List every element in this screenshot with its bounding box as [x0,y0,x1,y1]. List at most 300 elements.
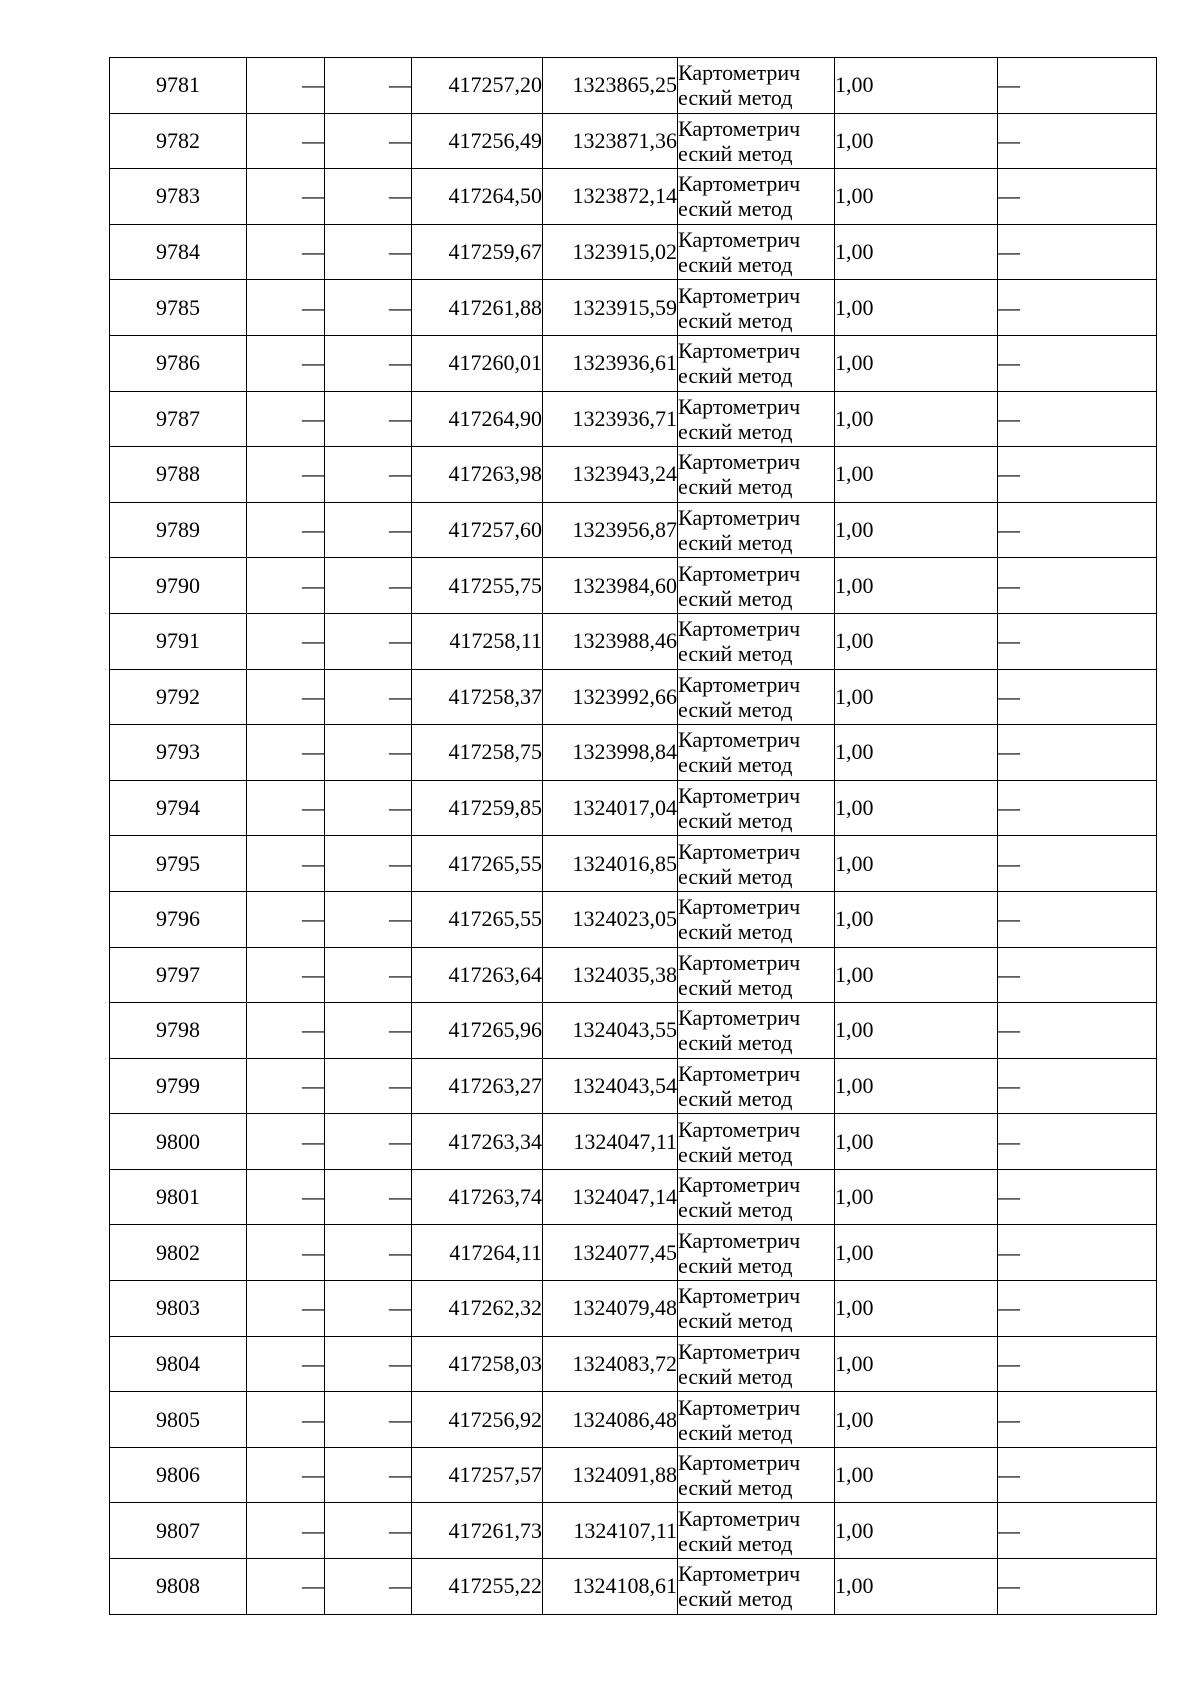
empty-dash-cell: — [325,1559,412,1615]
empty-dash-cell: — [325,947,412,1003]
accuracy-cell: 1,00 [835,1336,998,1392]
point-number-cell: 9789 [110,502,247,558]
empty-dash-cell: — [247,58,325,114]
empty-dash-cell: — [247,113,325,169]
empty-dash-cell: — [998,1336,1157,1392]
empty-dash-cell: — [998,836,1157,892]
empty-dash-cell: — [998,391,1157,447]
method-cell [678,725,835,781]
accuracy-cell: 1,00 [835,780,998,836]
x-coordinate-cell: 417263,74 [412,1169,543,1225]
table-row [110,669,1157,725]
method-line-2: еский метод [678,1252,793,1278]
method-line-1: Картометрич [678,1505,801,1531]
x-coordinate-cell: 417263,27 [412,1058,543,1114]
table-row [110,891,1157,947]
method-cell [678,613,835,669]
accuracy-cell: 1,00 [835,1058,998,1114]
method-cell [678,1336,835,1392]
method-line-1: Картометрич [678,1060,801,1086]
method-cell [678,1169,835,1225]
point-number-cell: 9799 [110,1058,247,1114]
x-coordinate-cell: 417259,67 [412,224,543,280]
empty-dash-cell: — [325,1336,412,1392]
point-number-cell: 9781 [110,58,247,114]
empty-dash-cell: — [998,780,1157,836]
method-cell [678,1114,835,1170]
method-line-1: Картометрич [678,60,801,86]
empty-dash-cell: — [325,447,412,503]
method-line-1: Картометрич [678,505,801,531]
point-number-cell: 9801 [110,1169,247,1225]
empty-dash-cell: — [998,169,1157,225]
point-number-cell: 9794 [110,780,247,836]
empty-dash-cell: — [998,669,1157,725]
point-number-cell: 9798 [110,1003,247,1059]
empty-dash-cell: — [247,280,325,336]
point-number-cell: 9783 [110,169,247,225]
empty-dash-cell: — [247,1003,325,1059]
empty-dash-cell: — [247,169,325,225]
empty-dash-cell: — [247,780,325,836]
method-line-2: еский метод [678,974,793,1000]
y-coordinate-cell: 1324107,11 [543,1503,678,1559]
method-line-2: еский метод [678,1419,793,1445]
y-coordinate-cell: 1324108,61 [543,1559,678,1615]
empty-dash-cell: — [325,1392,412,1448]
x-coordinate-cell: 417255,75 [412,558,543,614]
method-line-2: еский метод [678,752,793,778]
y-coordinate-cell: 1323956,87 [543,502,678,558]
empty-dash-cell: — [325,1225,412,1281]
point-number-cell: 9784 [110,224,247,280]
accuracy-cell: 1,00 [835,1559,998,1615]
method-line-1: Картометрич [678,171,801,197]
accuracy-cell: 1,00 [835,1225,998,1281]
x-coordinate-cell: 417258,11 [412,613,543,669]
empty-dash-cell: — [998,58,1157,114]
empty-dash-cell: — [325,1503,412,1559]
y-coordinate-cell: 1323872,14 [543,169,678,225]
method-line-2: еский метод [678,919,793,945]
x-coordinate-cell: 417260,01 [412,335,543,391]
method-line-1: Картометрич [678,449,801,475]
table-row [110,169,1157,225]
method-line-2: еский метод [678,808,793,834]
method-cell [678,1058,835,1114]
method-line-2: еский метод [678,1308,793,1334]
method-line-1: Картометрич [678,949,801,975]
accuracy-cell: 1,00 [835,613,998,669]
empty-dash-cell: — [247,391,325,447]
method-line-2: еский метод [678,1141,793,1167]
method-line-1: Картометрич [678,727,801,753]
empty-dash-cell: — [998,1225,1157,1281]
point-number-cell: 9808 [110,1559,247,1615]
point-number-cell: 9785 [110,280,247,336]
point-number-cell: 9807 [110,1503,247,1559]
empty-dash-cell: — [247,1058,325,1114]
empty-dash-cell: — [998,1058,1157,1114]
accuracy-cell: 1,00 [835,1392,998,1448]
table-row [110,224,1157,280]
empty-dash-cell: — [325,58,412,114]
x-coordinate-cell: 417264,90 [412,391,543,447]
point-number-cell: 9793 [110,725,247,781]
method-cell [678,502,835,558]
empty-dash-cell: — [247,1503,325,1559]
method-line-2: еский метод [678,252,793,278]
method-line-2: еский метод [678,1586,793,1612]
method-cell [678,1447,835,1503]
empty-dash-cell: — [998,947,1157,1003]
point-number-cell: 9796 [110,891,247,947]
method-line-1: Картометрич [678,1283,801,1309]
method-line-2: еский метод [678,307,793,333]
x-coordinate-cell: 417265,55 [412,891,543,947]
point-number-cell: 9795 [110,836,247,892]
y-coordinate-cell: 1324016,85 [543,836,678,892]
empty-dash-cell: — [998,1114,1157,1170]
method-line-1: Картометрич [678,838,801,864]
y-coordinate-cell: 1323984,60 [543,558,678,614]
method-cell [678,58,835,114]
empty-dash-cell: — [998,280,1157,336]
method-line-2: еский метод [678,196,793,222]
table-row [110,1281,1157,1337]
empty-dash-cell: — [247,1336,325,1392]
y-coordinate-cell: 1323915,59 [543,280,678,336]
empty-dash-cell: — [325,502,412,558]
empty-dash-cell: — [998,1281,1157,1337]
y-coordinate-cell: 1324047,14 [543,1169,678,1225]
table-row [110,780,1157,836]
y-coordinate-cell: 1324083,72 [543,1336,678,1392]
method-cell [678,669,835,725]
method-line-1: Картометрич [678,616,801,642]
y-coordinate-cell: 1323992,66 [543,669,678,725]
y-coordinate-cell: 1324091,88 [543,1447,678,1503]
table-row [110,335,1157,391]
y-coordinate-cell: 1323988,46 [543,613,678,669]
point-number-cell: 9791 [110,613,247,669]
method-cell [678,169,835,225]
method-line-2: еский метод [678,1475,793,1501]
accuracy-cell: 1,00 [835,836,998,892]
method-line-1: Картометрич [678,115,801,141]
empty-dash-cell: — [325,1447,412,1503]
empty-dash-cell: — [325,335,412,391]
accuracy-cell: 1,00 [835,891,998,947]
x-coordinate-cell: 417258,03 [412,1336,543,1392]
empty-dash-cell: — [247,891,325,947]
method-line-2: еский метод [678,474,793,500]
table-row [110,391,1157,447]
table-row [110,113,1157,169]
empty-dash-cell: — [325,391,412,447]
coordinates-table [109,57,1157,1615]
method-line-2: еский метод [678,1030,793,1056]
point-number-cell: 9806 [110,1447,247,1503]
y-coordinate-cell: 1323936,71 [543,391,678,447]
accuracy-cell: 1,00 [835,113,998,169]
empty-dash-cell: — [325,224,412,280]
y-coordinate-cell: 1323915,02 [543,224,678,280]
method-line-2: еский метод [678,1363,793,1389]
point-number-cell: 9788 [110,447,247,503]
table-row [110,836,1157,892]
point-number-cell: 9782 [110,113,247,169]
method-line-1: Картометрич [678,1338,801,1364]
point-number-cell: 9790 [110,558,247,614]
y-coordinate-cell: 1324035,38 [543,947,678,1003]
empty-dash-cell: — [247,947,325,1003]
y-coordinate-cell: 1323998,84 [543,725,678,781]
empty-dash-cell: — [998,224,1157,280]
method-line-1: Картометрич [678,671,801,697]
empty-dash-cell: — [247,1169,325,1225]
y-coordinate-cell: 1324086,48 [543,1392,678,1448]
empty-dash-cell: — [325,613,412,669]
empty-dash-cell: — [998,613,1157,669]
accuracy-cell: 1,00 [835,725,998,781]
empty-dash-cell: — [998,1169,1157,1225]
method-line-2: еский метод [678,863,793,889]
empty-dash-cell: — [247,1225,325,1281]
method-line-1: Картометрич [678,1394,801,1420]
method-cell [678,113,835,169]
y-coordinate-cell: 1324043,54 [543,1058,678,1114]
method-line-1: Картометрич [678,393,801,419]
empty-dash-cell: — [998,1447,1157,1503]
empty-dash-cell: — [247,836,325,892]
accuracy-cell: 1,00 [835,58,998,114]
y-coordinate-cell: 1323871,36 [543,113,678,169]
method-cell [678,1392,835,1448]
empty-dash-cell: — [998,502,1157,558]
method-line-1: Картометрич [678,1227,801,1253]
table-body [110,58,1157,1615]
table-row [110,1447,1157,1503]
empty-dash-cell: — [325,280,412,336]
x-coordinate-cell: 417255,22 [412,1559,543,1615]
x-coordinate-cell: 417264,50 [412,169,543,225]
x-coordinate-cell: 417265,96 [412,1003,543,1059]
method-line-2: еский метод [678,696,793,722]
empty-dash-cell: — [247,447,325,503]
y-coordinate-cell: 1323865,25 [543,58,678,114]
x-coordinate-cell: 417264,11 [412,1225,543,1281]
y-coordinate-cell: 1323943,24 [543,447,678,503]
empty-dash-cell: — [247,224,325,280]
x-coordinate-cell: 417257,20 [412,58,543,114]
empty-dash-cell: — [247,725,325,781]
point-number-cell: 9797 [110,947,247,1003]
empty-dash-cell: — [247,613,325,669]
method-line-1: Картометрич [678,1561,801,1587]
empty-dash-cell: — [998,335,1157,391]
method-line-1: Картометрич [678,1116,801,1142]
empty-dash-cell: — [998,1503,1157,1559]
table-row [110,1559,1157,1615]
table-row [110,558,1157,614]
point-number-cell: 9792 [110,669,247,725]
accuracy-cell: 1,00 [835,447,998,503]
empty-dash-cell: — [247,1559,325,1615]
method-cell [678,1225,835,1281]
accuracy-cell: 1,00 [835,1503,998,1559]
method-line-1: Картометрич [678,282,801,308]
x-coordinate-cell: 417263,98 [412,447,543,503]
table-row [110,1169,1157,1225]
y-coordinate-cell: 1324079,48 [543,1281,678,1337]
x-coordinate-cell: 417257,57 [412,1447,543,1503]
empty-dash-cell: — [325,780,412,836]
empty-dash-cell: — [998,113,1157,169]
method-line-1: Картометрич [678,894,801,920]
accuracy-cell: 1,00 [835,169,998,225]
y-coordinate-cell: 1324043,55 [543,1003,678,1059]
empty-dash-cell: — [325,1114,412,1170]
empty-dash-cell: — [325,725,412,781]
method-cell [678,224,835,280]
empty-dash-cell: — [325,891,412,947]
method-line-2: еский метод [678,140,793,166]
empty-dash-cell: — [247,669,325,725]
accuracy-cell: 1,00 [835,669,998,725]
empty-dash-cell: — [247,335,325,391]
empty-dash-cell: — [325,1169,412,1225]
empty-dash-cell: — [325,836,412,892]
empty-dash-cell: — [325,558,412,614]
y-coordinate-cell: 1323936,61 [543,335,678,391]
method-line-2: еский метод [678,85,793,111]
x-coordinate-cell: 417265,55 [412,836,543,892]
table-row [110,1114,1157,1170]
empty-dash-cell: — [998,1559,1157,1615]
method-cell [678,558,835,614]
x-coordinate-cell: 417259,85 [412,780,543,836]
accuracy-cell: 1,00 [835,1114,998,1170]
empty-dash-cell: — [247,502,325,558]
table-row [110,947,1157,1003]
method-cell [678,1503,835,1559]
accuracy-cell: 1,00 [835,558,998,614]
x-coordinate-cell: 417263,34 [412,1114,543,1170]
accuracy-cell: 1,00 [835,1003,998,1059]
empty-dash-cell: — [247,1392,325,1448]
table-row [110,1225,1157,1281]
accuracy-cell: 1,00 [835,391,998,447]
method-line-1: Картометрич [678,560,801,586]
point-number-cell: 9786 [110,335,247,391]
y-coordinate-cell: 1324047,11 [543,1114,678,1170]
table-row [110,502,1157,558]
method-line-2: еский метод [678,418,793,444]
method-line-2: еский метод [678,363,793,389]
method-line-1: Картометрич [678,227,801,253]
empty-dash-cell: — [325,1058,412,1114]
point-number-cell: 9787 [110,391,247,447]
empty-dash-cell: — [998,447,1157,503]
method-cell [678,947,835,1003]
x-coordinate-cell: 417256,49 [412,113,543,169]
empty-dash-cell: — [247,1281,325,1337]
method-cell [678,1559,835,1615]
x-coordinate-cell: 417258,75 [412,725,543,781]
accuracy-cell: 1,00 [835,280,998,336]
accuracy-cell: 1,00 [835,947,998,1003]
method-line-2: еский метод [678,585,793,611]
accuracy-cell: 1,00 [835,335,998,391]
empty-dash-cell: — [998,1003,1157,1059]
accuracy-cell: 1,00 [835,1447,998,1503]
method-line-1: Картометрич [678,1450,801,1476]
x-coordinate-cell: 417258,37 [412,669,543,725]
method-line-2: еский метод [678,530,793,556]
method-line-1: Картометрич [678,338,801,364]
table-row [110,613,1157,669]
method-line-1: Картометрич [678,783,801,809]
x-coordinate-cell: 417261,88 [412,280,543,336]
table-row [110,1336,1157,1392]
accuracy-cell: 1,00 [835,224,998,280]
empty-dash-cell: — [325,669,412,725]
method-line-1: Картометрич [678,1172,801,1198]
point-number-cell: 9800 [110,1114,247,1170]
empty-dash-cell: — [998,891,1157,947]
table-row [110,447,1157,503]
accuracy-cell: 1,00 [835,1169,998,1225]
x-coordinate-cell: 417256,92 [412,1392,543,1448]
method-cell [678,780,835,836]
accuracy-cell: 1,00 [835,1281,998,1337]
point-number-cell: 9802 [110,1225,247,1281]
method-cell [678,280,835,336]
table-row [110,725,1157,781]
x-coordinate-cell: 417262,32 [412,1281,543,1337]
y-coordinate-cell: 1324023,05 [543,891,678,947]
empty-dash-cell: — [247,1447,325,1503]
empty-dash-cell: — [325,113,412,169]
method-cell [678,391,835,447]
x-coordinate-cell: 417261,73 [412,1503,543,1559]
method-line-2: еский метод [678,1197,793,1223]
method-cell [678,891,835,947]
method-cell [678,1281,835,1337]
point-number-cell: 9804 [110,1336,247,1392]
table-row [110,1503,1157,1559]
method-cell [678,335,835,391]
empty-dash-cell: — [325,169,412,225]
method-cell [678,836,835,892]
empty-dash-cell: — [998,558,1157,614]
table-row [110,1058,1157,1114]
y-coordinate-cell: 1324017,04 [543,780,678,836]
y-coordinate-cell: 1324077,45 [543,1225,678,1281]
table-row [110,280,1157,336]
method-line-2: еский метод [678,1530,793,1556]
empty-dash-cell: — [247,1114,325,1170]
empty-dash-cell: — [998,1392,1157,1448]
empty-dash-cell: — [325,1281,412,1337]
point-number-cell: 9803 [110,1281,247,1337]
method-line-2: еский метод [678,1085,793,1111]
empty-dash-cell: — [247,558,325,614]
table-row [110,1392,1157,1448]
method-line-2: еский метод [678,641,793,667]
method-line-1: Картометрич [678,1005,801,1031]
